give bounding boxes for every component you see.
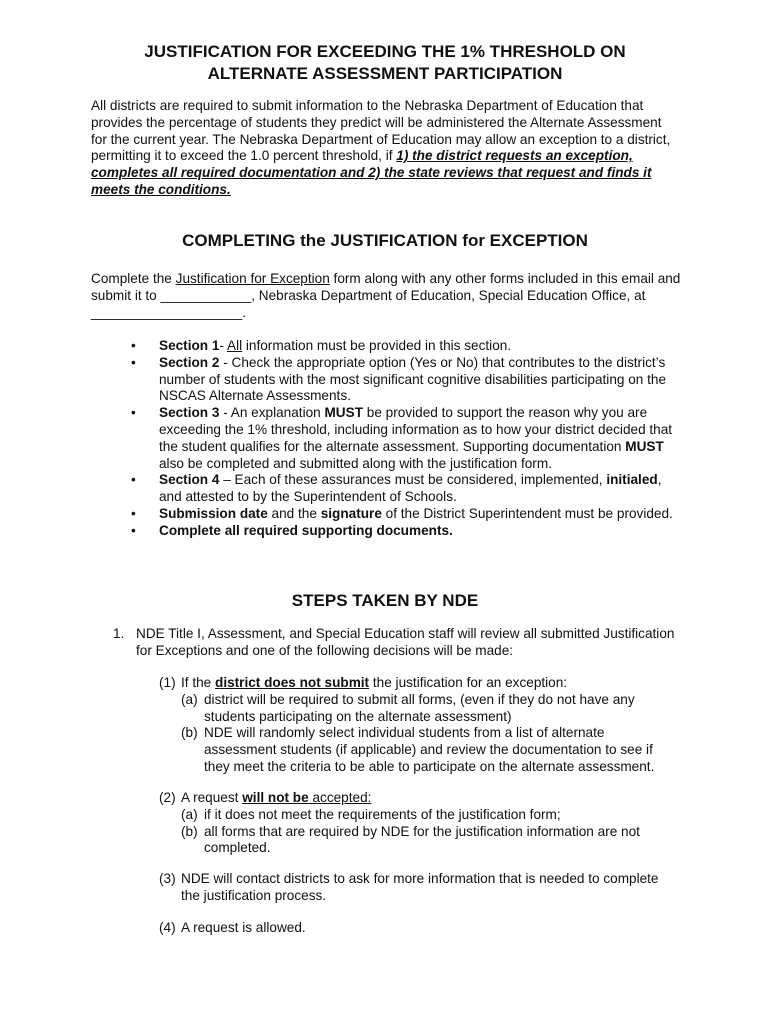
decision-emphasis: district does not submit bbox=[215, 675, 370, 690]
bullet-supporting-docs bbox=[131, 523, 683, 540]
bullet-text: – Each of these assurances must be considered, implemented, bbox=[219, 472, 607, 488]
bullet-underline: All bbox=[227, 338, 243, 353]
decision-1 bbox=[159, 675, 679, 776]
bullet-text: information must be provided in this section. bbox=[242, 338, 512, 353]
completing-paragraph bbox=[91, 271, 681, 321]
list-letter: (a) bbox=[181, 691, 198, 707]
form-name: Justification for Exception bbox=[175, 271, 330, 286]
bullet-text: of the District Superintendent must be provided. bbox=[381, 505, 673, 521]
bullet-emphasis: initialed bbox=[606, 472, 658, 488]
intro-text: All districts are required to submit information to the Nebraska Department of Education that provides the percentage of students they predict will be administered the Alternate Assessment for the current year. The Nebraska Department of Education may allow an exception to a district, permitting it to exceed the 1.0 percent threshold, if bbox=[91, 98, 671, 164]
decision-text-pre: If the bbox=[181, 675, 216, 690]
decision-1a bbox=[181, 692, 679, 726]
bullet-emphasis: signature bbox=[320, 505, 382, 521]
steps-heading: STEPS TAKEN BY NDE bbox=[291, 591, 479, 610]
decision-emphasis: will not be bbox=[242, 790, 309, 805]
decision-1b bbox=[181, 725, 679, 775]
intro-paragraph bbox=[91, 98, 681, 199]
decision-2b bbox=[181, 824, 679, 858]
decision-2 bbox=[159, 790, 679, 857]
decision-text-pre: A request bbox=[181, 790, 243, 805]
completing-text-before: Complete the bbox=[91, 271, 176, 286]
decision-sub-text: if it does not meet the requirements of the justification form; bbox=[204, 806, 561, 822]
decision-sub-text: district will be required to submit all forms, (even if they do not have any students participating on the alternate assessment) bbox=[204, 691, 635, 724]
bullet-label: Submission date bbox=[159, 505, 268, 521]
list-letter: (b) bbox=[181, 823, 198, 839]
decision-text-post: accepted: bbox=[308, 790, 372, 805]
bullet-section-3 bbox=[131, 405, 683, 472]
list-number: (3) bbox=[159, 871, 176, 886]
bullet-label: Section 3 bbox=[159, 405, 220, 421]
list-number: 1. bbox=[113, 626, 125, 641]
bullet-text: be provided to support the reason why you are exceeding the 1% threshold, including information as to how your district decided that the student qualifies for the alternate assessment. Supporting documentation bbox=[159, 405, 673, 454]
bullet-text: also be completed and submitted along with the justification form. bbox=[159, 455, 552, 471]
title-line-1: JUSTIFICATION FOR EXCEEDING THE 1% THRESHOLD ON bbox=[144, 42, 626, 61]
completing-text-after: form along with any other forms included in this email and submit it to ____________, Nebraska Department of Education, Special Education Office, at ____________________. bbox=[91, 271, 681, 320]
decision-text: A request is allowed. bbox=[181, 920, 306, 935]
bullet-section-4 bbox=[131, 472, 683, 506]
decision-sub-text: all forms that are required by NDE for the justification information are not completed. bbox=[204, 823, 640, 856]
bullet-emphasis: MUST bbox=[625, 438, 664, 454]
bullet-text: - bbox=[219, 338, 227, 353]
list-letter: (b) bbox=[181, 725, 198, 741]
decision-3 bbox=[159, 871, 679, 905]
list-number: (4) bbox=[159, 920, 176, 935]
bullet-label: Complete all required supporting documents. bbox=[159, 522, 453, 538]
bullet-text: and the bbox=[267, 505, 321, 521]
completing-heading: COMPLETING the JUSTIFICATION for EXCEPTION bbox=[182, 231, 588, 250]
intro-emphasis: 1) the district requests an exception, completes all required documentation and 2) the state reviews that request and finds it meets the conditions. bbox=[91, 148, 652, 197]
decision-2a bbox=[181, 807, 679, 824]
steps-item-1 bbox=[113, 626, 683, 660]
bullet-text: , and attested to by the Superintendent of Schools. bbox=[159, 472, 662, 505]
steps-item-text: NDE Title I, Assessment, and Special Education staff will review all submitted Justification for Exceptions and one of the following decisions will be made: bbox=[136, 626, 675, 658]
decision-4 bbox=[159, 920, 679, 937]
bullet-emphasis: MUST bbox=[324, 405, 363, 421]
bullet-label: Section 2 bbox=[159, 354, 220, 370]
bullet-text: - Check the appropriate option (Yes or No) that contributes to the district’s number of students with the most significant cognitive disabilities participating on the NSCAS Alternate Assessments. bbox=[159, 354, 667, 404]
decision-text bbox=[181, 675, 679, 692]
bullet-section-1 bbox=[131, 338, 683, 355]
document-title bbox=[0, 41, 770, 85]
bullet-label: Section 4 bbox=[159, 472, 220, 488]
bullet-section-2 bbox=[131, 355, 683, 405]
bullet-submission bbox=[131, 506, 683, 523]
bullet-label: Section 1 bbox=[159, 338, 220, 353]
list-letter: (a) bbox=[181, 806, 198, 822]
decision-text: NDE will contact districts to ask for more information that is needed to complete the justification process. bbox=[181, 871, 659, 903]
decision-text-post: the justification for an exception: bbox=[369, 675, 568, 690]
title-line-2: ALTERNATE ASSESSMENT PARTICIPATION bbox=[207, 64, 563, 83]
decision-text bbox=[181, 790, 679, 807]
list-number: (1) bbox=[159, 675, 176, 690]
list-number: (2) bbox=[159, 790, 176, 805]
section-bullet-list bbox=[131, 338, 683, 540]
bullet-text: - An explanation bbox=[219, 405, 325, 421]
decision-sub-text: NDE will randomly select individual students from a list of alternate assessment students (if applicable) and review the documentation to see if they meet the criteria to be able to participate on the alternate assessment. bbox=[204, 725, 655, 774]
